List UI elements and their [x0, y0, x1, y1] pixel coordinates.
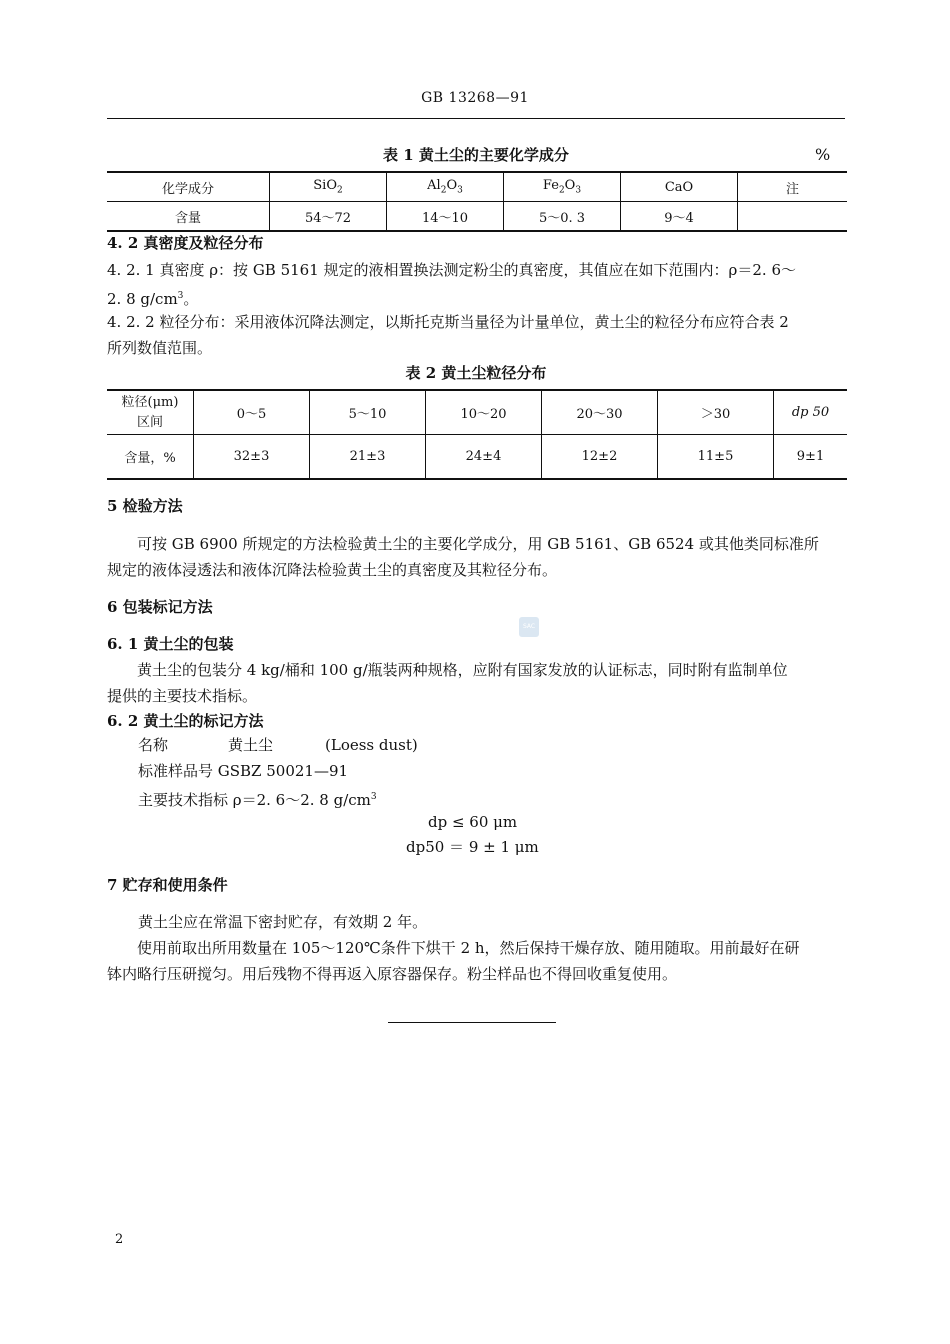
table1-header-cell: SiO$_2$	[270, 172, 387, 202]
section-5-heading: 5 检验方法	[107, 497, 183, 515]
table-row	[107, 202, 847, 232]
table2-header-cell: 10～20	[426, 390, 542, 435]
table2-header-label: 粒径(μm) 区间	[107, 390, 194, 435]
section-6-1-line1: 黄土尘的包装分 4 kg/桶和 100 g/瓶装两种规格，应附有国家发放的认证标志，同时附有监制单位	[137, 661, 788, 679]
table1-cell: 54～72	[270, 202, 387, 232]
section-5-line2: 规定的液体浸透法和液体沉降法检验黄土尘的真密度及其粒径分布。	[107, 561, 558, 579]
marking-name-label: 名称	[138, 736, 169, 754]
table1-header-cell: 化学成分	[107, 172, 270, 202]
table1-header-cell: CaO	[621, 172, 738, 202]
section-5-line1: 可按 GB 6900 所规定的方法检验黄土尘的主要化学成分，用 GB 5161、GB 6524 或其他类同标准所	[137, 535, 819, 553]
header-rule	[107, 118, 845, 119]
table2-cell: 9±1	[774, 435, 848, 480]
marking-dp: dp ≤ 60 μm	[428, 813, 518, 831]
table-row	[107, 390, 847, 435]
table1-unit: %	[815, 145, 831, 164]
table-row	[107, 172, 847, 202]
table2-cell: 24±4	[426, 435, 542, 480]
table1-cell: 14～10	[387, 202, 504, 232]
end-rule	[388, 1022, 556, 1023]
table2-header-cell: 5～10	[310, 390, 426, 435]
table2-cell: 11±5	[658, 435, 774, 480]
table1-header-cell: 注	[738, 172, 848, 202]
table2-cell: 32±3	[194, 435, 310, 480]
marking-tech-spec: 主要技术指标 ρ＝2. 6～2. 8 $g/cm^3$	[138, 791, 377, 809]
table1-row-label: 含量	[107, 202, 270, 232]
table1-header-cell: $Al_2O_3$	[387, 172, 504, 202]
section-6-1-line2: 提供的主要技术指标。	[107, 687, 258, 705]
table1-header-cell: $Fe_2O_3$	[504, 172, 621, 202]
table1-cell: 5～0. 3	[504, 202, 621, 232]
marking-sample-number: 标准样品号 GSBZ 50021—91	[138, 762, 349, 780]
section-4-2-1-line2: 2. 8 $g/cm^3$。	[107, 290, 199, 308]
table1-chemical-composition	[107, 171, 847, 232]
section-7-line1: 黄土尘应在常温下密封贮存，有效期 2 年。	[138, 913, 428, 931]
marking-dp50: dp50 ＝ 9 ± 1 μm	[406, 838, 539, 856]
table2-header-cell: dp 50	[774, 390, 848, 435]
table2-header-cell: 0～5	[194, 390, 310, 435]
table1-caption: 表 1 黄土尘的主要化学成分	[383, 146, 569, 164]
table1-cell: 9～4	[621, 202, 738, 232]
section-4-2-2-line1: 4. 2. 2 粒径分布：采用液体沉降法测定，以斯托克斯当量径为计量单位，黄土尘的粒径分布应符合表 2	[107, 313, 789, 331]
table2-row-label: 含量，%	[107, 435, 194, 480]
marking-name-english: (Loess dust)	[325, 736, 418, 754]
marking-name-value: 黄土尘	[228, 736, 274, 754]
table1-cell	[738, 202, 848, 232]
section-4-2-1-line1: 4. 2. 1 真密度 ρ：按 GB 5161 规定的液相置换法测定粉尘的真密度，其值应在如下范围内：ρ＝2. 6～	[107, 261, 796, 279]
section-7-line2: 使用前取出所用数量在 105～120℃条件下烘干 2 h，然后保持干燥存放、随用随取。用前最好在研	[137, 939, 800, 957]
section-7-line3: 钵内略行压研搅匀。用后残物不得再返入原容器保存。粉尘样品也不得回收重复使用。	[107, 965, 678, 983]
page-number: 2	[115, 1232, 124, 1247]
section-6-heading: 6 包装标记方法	[107, 598, 213, 616]
section-4-2-2-line2: 所列数值范围。	[107, 339, 213, 357]
section-6-2-heading: 6. 2 黄土尘的标记方法	[107, 712, 264, 730]
watermark-logo: SAC	[519, 617, 539, 637]
table2-particle-size-distribution	[107, 389, 847, 480]
document-header: GB 13268—91	[421, 90, 529, 106]
table2-header-cell: 20～30	[542, 390, 658, 435]
section-7-heading: 7 贮存和使用条件	[107, 876, 228, 894]
section-6-1-heading: 6. 1 黄土尘的包装	[107, 635, 234, 653]
table-row	[107, 435, 847, 480]
table2-caption: 表 2 黄土尘粒径分布	[405, 364, 547, 382]
section-4-2-heading: 4. 2 真密度及粒径分布	[107, 234, 264, 252]
table2-header-cell: ＞30	[658, 390, 774, 435]
table2-cell: 21±3	[310, 435, 426, 480]
table2-cell: 12±2	[542, 435, 658, 480]
